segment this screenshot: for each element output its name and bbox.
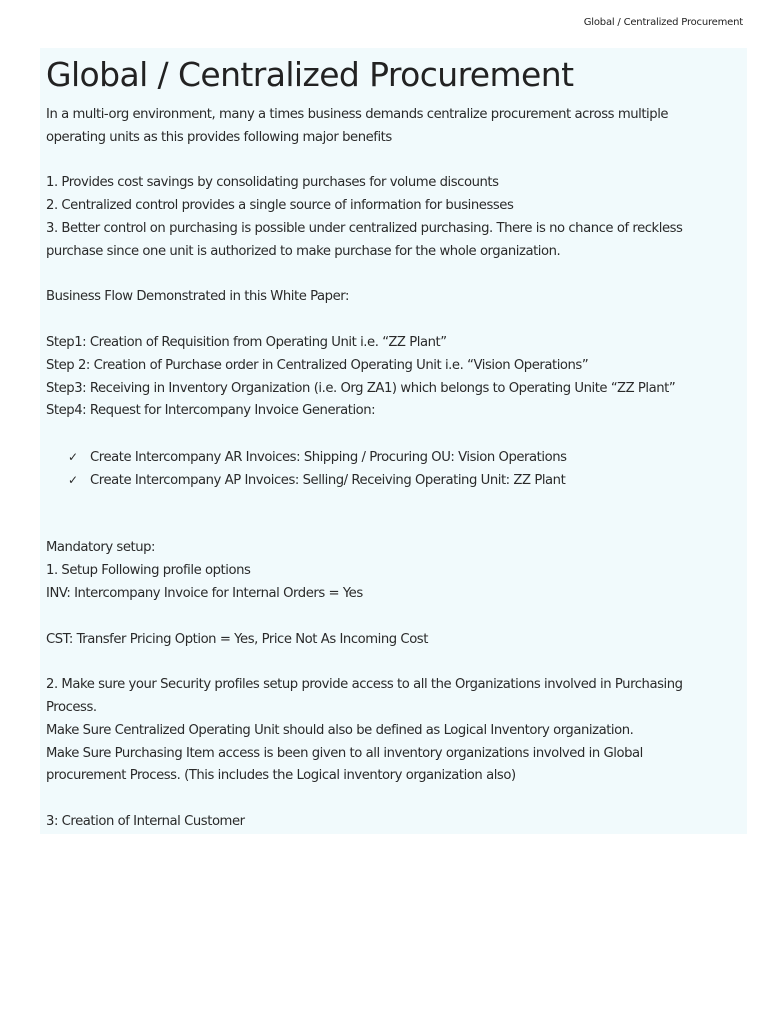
step-line: Step1: Creation of Requisition from Operating Unit i.e. “ZZ Plant”	[46, 334, 447, 350]
flow-heading: Business Flow Demonstrated in this White Paper:	[46, 289, 349, 305]
setup-heading: Mandatory setup:	[46, 540, 156, 556]
benefit-line: 1. Provides cost savings by consolidating purchases for volume discounts	[46, 175, 499, 191]
running-header: Global / Centralized Procurement	[583, 17, 743, 28]
benefit-line: 3. Better control on purchasing is possible under centralized purchasing. There is no chance of reckless	[46, 220, 683, 236]
setup-step-2-line: Process.	[46, 699, 97, 715]
benefit-line: purchase since one unit is authorized to make purchase for the whole organization.	[46, 243, 561, 259]
setup-step-1: 1. Setup Following profile options	[46, 563, 251, 579]
checklist-item	[46, 446, 746, 469]
document-text	[46, 104, 746, 834]
checklist-text: Create Intercompany AP Invoices: Selling/ Receiving Operating Unit: ZZ Plant	[90, 472, 566, 488]
profile-option: CST: Transfer Pricing Option = Yes, Price Not As Incoming Cost	[46, 631, 428, 647]
step-line: Step 2: Creation of Purchase order in Centralized Operating Unit i.e. “Vision Operations”	[46, 357, 589, 373]
checkmark-icon: ✓	[68, 449, 78, 464]
checklist-text: Create Intercompany AR Invoices: Shipping / Procuring OU: Vision Operations	[90, 449, 567, 465]
step-line: Step3: Receiving in Inventory Organization (i.e. Org ZA1) which belongs to Operating Unite “ZZ Plant”	[46, 380, 676, 396]
setup-step-2-line: procurement Process. (This includes the Logical inventory organization also)	[46, 768, 516, 784]
checkmark-icon: ✓	[68, 472, 78, 487]
profile-option: INV: Intercompany Invoice for Internal Orders = Yes	[46, 585, 363, 601]
setup-step-2-line: Make Sure Centralized Operating Unit should also be defined as Logical Inventory organization.	[46, 722, 634, 738]
intro-line: In a multi-org environment, many a times business demands centralize procurement across multiple	[46, 107, 669, 122]
document-body	[40, 48, 747, 834]
setup-step-2-line: 2. Make sure your Security profiles setup provide access to all the Organizations involved in Purchasing	[46, 677, 683, 693]
step-line: Step4: Request for Intercompany Invoice Generation:	[46, 403, 376, 419]
checklist-item	[46, 469, 746, 492]
intro-line: operating units as this provides following major benefits	[46, 129, 392, 145]
setup-step-2-line: Make Sure Purchasing Item access is been given to all inventory organizations involved in Global	[46, 745, 643, 761]
setup-step-3: 3: Creation of Internal Customer	[46, 813, 245, 829]
document-title: Global / Centralized Procurement	[46, 55, 574, 94]
benefit-line: 2. Centralized control provides a single source of information for businesses	[46, 198, 514, 214]
